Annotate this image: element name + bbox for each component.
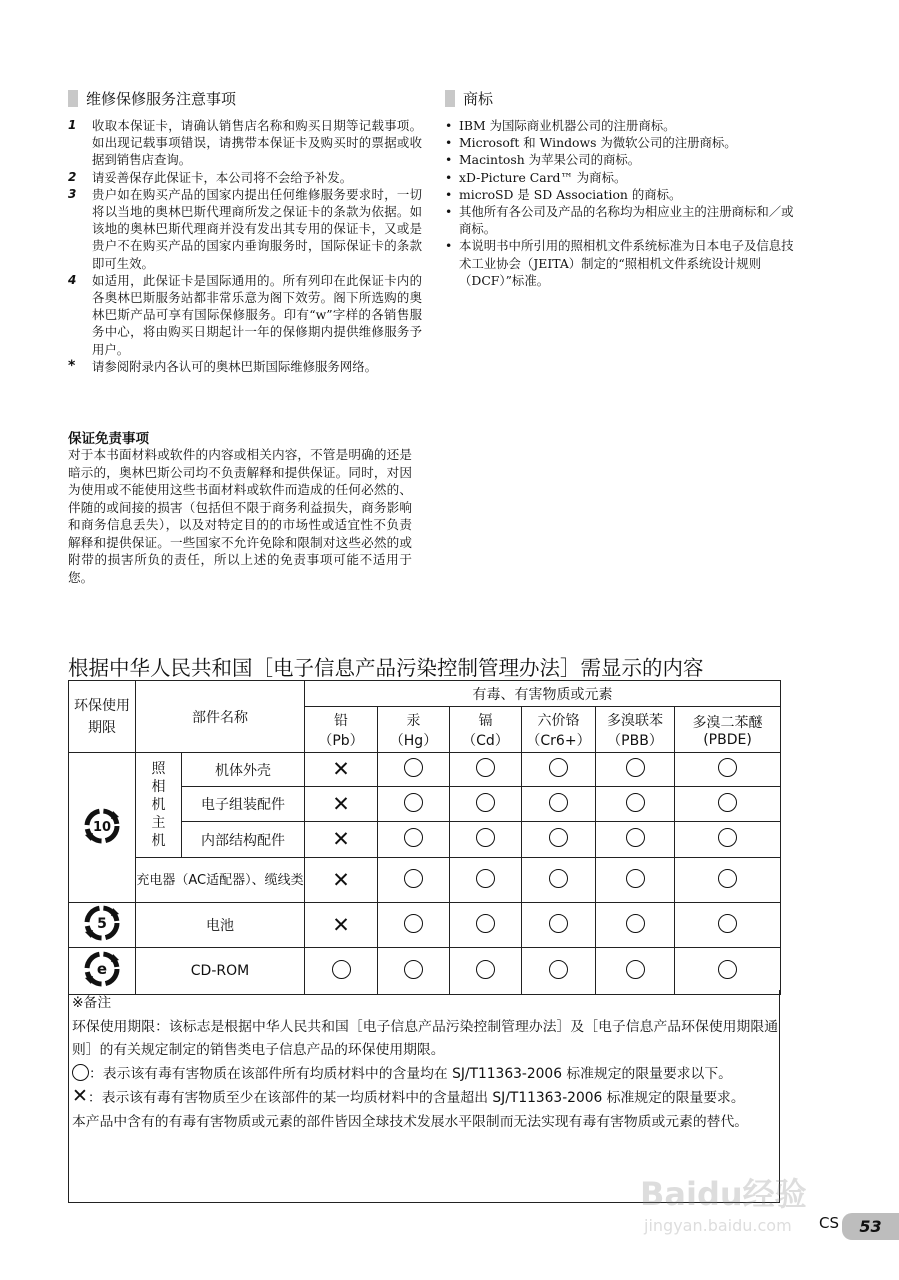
trademarks-heading: 商标: [445, 88, 785, 108]
mark-cell: [450, 903, 522, 948]
part-name: 电子组装配件: [182, 787, 305, 822]
mark-cell: [305, 858, 378, 903]
table-row: [69, 948, 781, 995]
mark-cell: [596, 858, 675, 903]
mark-cell: [305, 903, 378, 948]
repair-heading: 维修保修服务注意事项: [68, 88, 408, 108]
table-row: [69, 753, 781, 787]
cross-icon: ✕: [332, 912, 350, 937]
circle-icon: [404, 869, 423, 888]
list-item: • IBM 为国际商业机器公司的注册商标。: [445, 118, 676, 133]
list-item: • 其他所有各公司及产品的名称均为相应业主的注册商标和／或商标。: [445, 204, 794, 237]
mark-cell: [596, 822, 675, 858]
mark-cell: [378, 903, 450, 948]
circle-icon: [404, 914, 423, 933]
circle-icon: [332, 960, 351, 979]
circle-icon: [718, 960, 737, 979]
repair-list: [68, 117, 422, 375]
recycle-5-icon: [83, 904, 121, 942]
substance-header: 铅 （Pb）: [305, 707, 378, 753]
circle-icon: [72, 1064, 89, 1081]
mark-cell: [522, 858, 596, 903]
table-row: [69, 903, 781, 948]
mark-cell: [596, 753, 675, 787]
watermark-url: jingyan.baidu.com: [644, 1216, 792, 1235]
note-cross: ✕：表示该有毒有害物质至少在该部件的某一均质材料中的含量超出 SJ/T11363-2006 标准规定的限量要求。: [72, 1085, 745, 1107]
page-number: 53: [842, 1213, 899, 1240]
recycle-10-icon: [83, 807, 121, 845]
mark-cell: [378, 948, 450, 995]
circle-icon: [549, 793, 568, 812]
heading-bar: [68, 90, 78, 107]
circle-icon: [718, 828, 737, 847]
cross-icon: ✕: [332, 827, 350, 851]
col-group-header: 有毒、有害物质或元素: [305, 681, 781, 707]
note-circle: ：表示该有毒有害物质在该部件所有均质材料中的含量均在 SJ/T11363-2006 标准规定的限量要求以下。: [72, 1063, 778, 1087]
circle-icon: [626, 793, 645, 812]
mark-cell: [522, 753, 596, 787]
substance-header: 多溴二苯醚 (PBDE): [675, 707, 781, 753]
camera-group-cell: 照相机主机: [136, 753, 182, 858]
period-5-label: 5: [97, 916, 107, 932]
period-e-label: e: [96, 960, 108, 978]
list-item: 2 请妥善保存此保证卡，本公司将不会给予补发。: [68, 169, 353, 185]
substance-header: 汞 （Hg）: [378, 707, 450, 753]
list-item: 4 如适用，此保证卡是国际通用的。所有列印在此保证卡内的各奥林巴斯服务站都非常乐意为阁下效劳。阁下所选购的奥林巴斯产品可享有国际保修服务。印有“w”字样的各销售服务中心，将由购买日期起计一年的保修期内提供维修服务予用户。: [68, 272, 422, 357]
mark-cell: [675, 753, 781, 787]
mark-cell: [675, 858, 781, 903]
period-10-cell: [69, 753, 136, 903]
cross-icon: ✕: [332, 757, 350, 781]
circle-icon: [718, 914, 737, 933]
list-item: 3 贵户如在购买产品的国家内提出任何维修服务要求时，一切将以当地的奥林巴斯代理商所发之保证卡的条款为依据。如该地的奥林巴斯代理商并没有发出其专用的保证卡，又或是贵户不在购买产品的国家内垂询服务时，国际保证卡的条款即可生效。: [68, 186, 422, 271]
circle-icon: [549, 960, 568, 979]
mark-cell: [305, 948, 378, 995]
trademarks-list: [445, 117, 800, 289]
mark-cell: [378, 858, 450, 903]
list-item: • microSD 是 SD Association 的商标。: [445, 186, 682, 202]
substance-header: 镉 （Cd）: [450, 707, 522, 753]
disclaimer-heading: 保证免责事项: [68, 431, 149, 447]
cross-icon: ✕: [72, 1085, 88, 1107]
mark-cell: [450, 822, 522, 858]
baidu-watermark: [632, 1165, 832, 1240]
hazard-title: 根据中华人民共和国［电子信息产品污染控制管理办法］需显示的内容: [68, 656, 704, 680]
mark-cell: [675, 822, 781, 858]
list-item: 1 收取本保证卡，请确认销售店名称和购买日期等记载事项。如出现记载事项错误，请携带本保证卡及购买时的票据或收据到销售店查询。: [68, 118, 422, 168]
circle-icon: [404, 758, 423, 777]
mark-cell: [522, 948, 596, 995]
list-item: • Microsoft 和 Windows 为微软公司的注册商标。: [445, 135, 737, 151]
part-name: 内部结构配件: [182, 822, 305, 858]
circle-icon: [404, 960, 423, 979]
substance-header: 六价铬 （Cr6+）: [522, 707, 596, 753]
period-5-cell: [69, 903, 136, 948]
list-item: • Macintosh 为苹果公司的商标。: [445, 152, 641, 168]
substance-header: 多溴联苯 （PBB）: [596, 707, 675, 753]
circle-icon: [626, 914, 645, 933]
mark-cell: [450, 948, 522, 995]
mark-cell: [675, 787, 781, 822]
note-period: 环保使用期限：该标志是根据中华人民共和国［电子信息产品污染控制管理办法］及［电子信息产品环保使用期限通则］的有关规定制定的销售类电子信息产品的环保使用期限。: [72, 1018, 778, 1058]
circle-icon: [404, 828, 423, 847]
mark-cell: [522, 822, 596, 858]
circle-icon: [549, 828, 568, 847]
circle-icon: [476, 914, 495, 933]
note-substitution: 本产品中含有的有毒有害物质或元素的部件皆因全球技术发展水平限制而无法实现有毒有害物质或元素的替代。: [72, 1113, 749, 1130]
disclaimer-text: 对于本书面材料或软件的内容或相关内容，不管是明确的还是暗示的，奥林巴斯公司均不负责解释和提供保证。同时，对因为使用或不能使用这些书面材料或软件而造成的任何必然的、伴随的或间接的损害（包括但不限于商务利益损失，商务影响和商务信息丢失），以及对特定目的的市场性或适宜性不负责解释和提供保证。一些国家不允许免除和限制对这些必然的或附带的损害所负的责任，所以上述的免责事项可能不适用于您。: [68, 447, 412, 585]
circle-icon: [718, 869, 737, 888]
mark-cell: [596, 948, 675, 995]
mark-cell: [675, 948, 781, 995]
circle-icon: [549, 758, 568, 777]
mark-cell: [596, 903, 675, 948]
part-name: 充电器（AC适配器）、缆线类: [136, 858, 305, 903]
mark-cell: [450, 753, 522, 787]
list-item: • 本说明书中所引用的照相机文件系统标准为日本电子及信息技术工业协会（JEITA）制定的“照相机文件系统设计规则（DCF）”标准。: [445, 238, 794, 288]
table-header-row: [69, 681, 781, 707]
circle-icon: [549, 869, 568, 888]
circle-icon: [718, 793, 737, 812]
circle-icon: [626, 960, 645, 979]
period-10-label: 10: [92, 819, 112, 835]
part-name: 机体外壳: [182, 753, 305, 787]
circle-icon: [549, 914, 568, 933]
mark-cell: [522, 903, 596, 948]
circle-icon: [476, 869, 495, 888]
circle-icon: [626, 869, 645, 888]
table-row: [69, 858, 781, 903]
part-name: 电池: [136, 903, 305, 948]
circle-icon: [476, 758, 495, 777]
cross-icon: ✕: [332, 867, 350, 892]
circle-icon: [476, 793, 495, 812]
mark-cell: [378, 822, 450, 858]
mark-cell: [450, 858, 522, 903]
circle-icon: [626, 828, 645, 847]
mark-cell: [675, 903, 781, 948]
period-e-cell: [69, 948, 136, 995]
language-code: CS: [819, 1214, 839, 1232]
notes: [72, 992, 778, 1134]
hazard-table: [68, 680, 781, 995]
mark-cell: [305, 753, 378, 787]
mark-cell: [305, 822, 378, 858]
circle-icon: [476, 828, 495, 847]
col-period-header: 环保使用期限: [69, 681, 136, 753]
mark-cell: [305, 787, 378, 822]
watermark-text: Baidu经验: [640, 1175, 807, 1213]
circle-icon: [404, 793, 423, 812]
heading-bar: [445, 90, 455, 107]
mark-cell: [522, 787, 596, 822]
circle-icon: [626, 758, 645, 777]
circle-icon: [476, 960, 495, 979]
mark-cell: [378, 753, 450, 787]
notes-heading: ※备注: [72, 995, 112, 1011]
part-name: CD-ROM: [136, 948, 305, 995]
list-item: * 请参阅附录内各认可的奥林巴斯国际维修服务网络。: [68, 357, 377, 374]
mark-cell: [596, 787, 675, 822]
mark-cell: [450, 787, 522, 822]
col-part-header: 部件名称: [136, 681, 305, 753]
cross-icon: ✕: [332, 791, 350, 816]
recycle-e-icon: [83, 950, 121, 988]
mark-cell: [378, 787, 450, 822]
list-item: • xD-Picture Card™ 为商标。: [445, 169, 627, 185]
circle-icon: [718, 758, 737, 777]
